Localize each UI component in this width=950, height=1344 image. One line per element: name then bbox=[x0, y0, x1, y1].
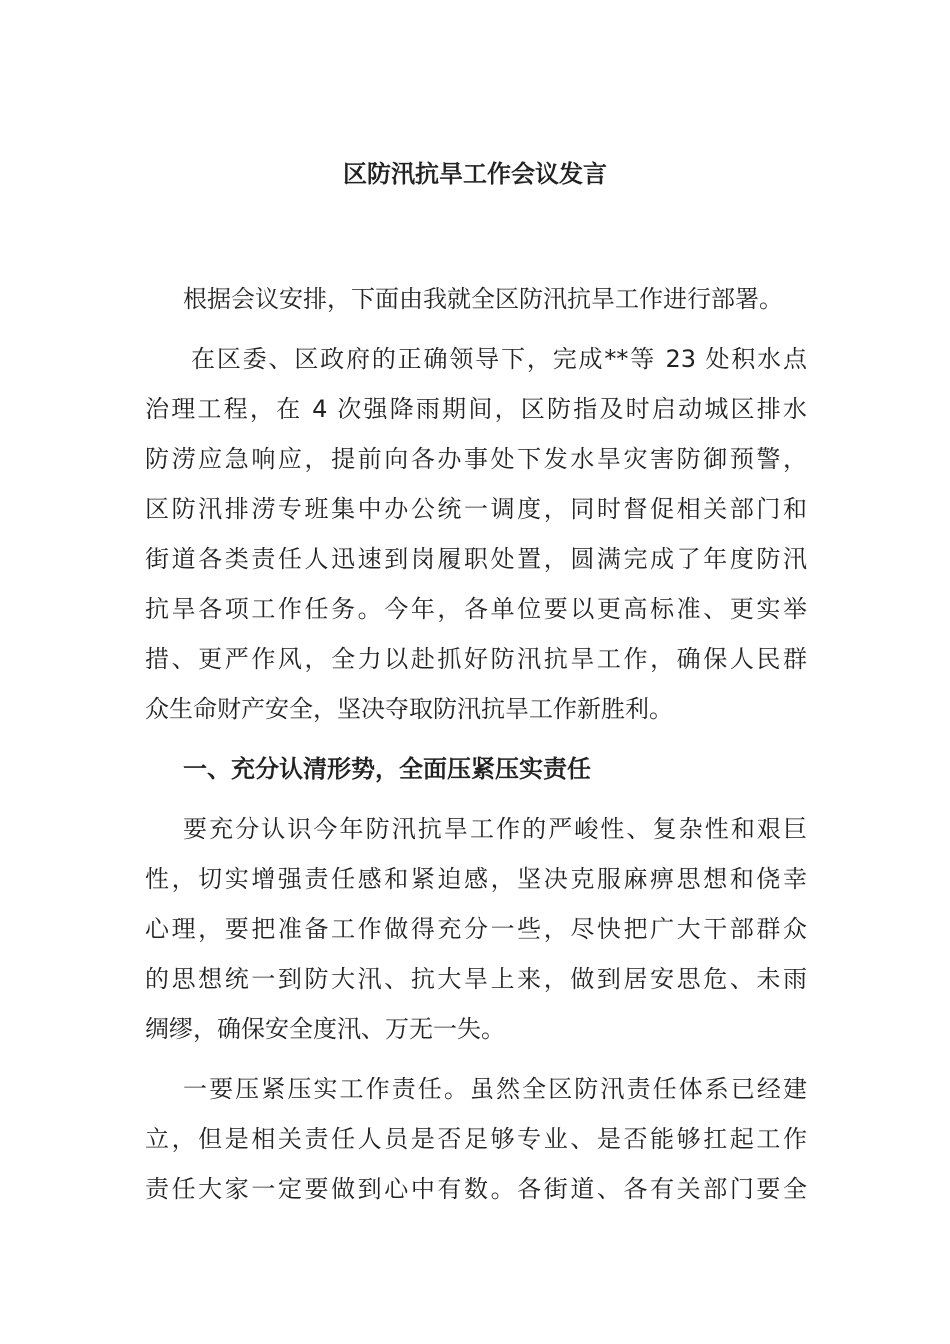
text-line: 立，但是相关责任人员是否足够专业、是否能够扛起工作 bbox=[145, 1125, 807, 1153]
text-line: 心理，要把准备工作做得充分一些，尽快把广大干部群众 bbox=[145, 915, 807, 943]
section-paragraph bbox=[145, 804, 807, 1054]
text-line: 性，切实增强责任感和紧迫感，坚决克服麻痹思想和侥幸 bbox=[145, 865, 807, 893]
text-line: 治理工程，在 4 次强降雨期间，区防指及时启动城区排水 bbox=[145, 395, 807, 423]
section-paragraph bbox=[145, 1064, 807, 1214]
text-line: 在区委、区政府的正确领导下，完成**等 23 处积水点 bbox=[191, 345, 807, 373]
text-line: 防涝应急响应，提前向各办事处下发水旱灾害防御预警， bbox=[145, 445, 807, 473]
summary-paragraph bbox=[145, 334, 807, 734]
text-line: 要充分认识今年防汛抗旱工作的严峻性、复杂性和艰巨 bbox=[183, 815, 807, 843]
text-line: 根据会议安排，下面由我就全区防汛抗旱工作进行部署。 bbox=[183, 285, 783, 313]
text-line: 责任大家一定要做到心中有数。各街道、各有关部门要全 bbox=[145, 1175, 807, 1203]
text-line: 的思想统一到防大汛、抗大旱上来，做到居安思危、未雨 bbox=[145, 965, 807, 993]
text-line: 措、更严作风，全力以赴抓好防汛抗旱工作，确保人民群 bbox=[145, 645, 807, 673]
text-line: 众生命财产安全，坚决夺取防汛抗旱工作新胜利。 bbox=[145, 695, 673, 723]
text-line: 一要压紧压实工作责任。虽然全区防汛责任体系已经建 bbox=[183, 1075, 807, 1103]
intro-paragraph bbox=[145, 274, 807, 324]
document-title: 区防汛抗旱工作会议发言 bbox=[343, 160, 607, 188]
text-line: 抗旱各项工作任务。今年，各单位要以更高标准、更实举 bbox=[145, 595, 807, 623]
document-body bbox=[145, 274, 807, 1224]
text-line: 区防汛排涝专班集中办公统一调度，同时督促相关部门和 bbox=[145, 495, 807, 523]
text-line: 街道各类责任人迅速到岗履职处置，圆满完成了年度防汛 bbox=[145, 545, 807, 573]
text-line: 绸缪，确保安全度汛、万无一失。 bbox=[145, 1015, 505, 1043]
section-heading: 一、充分认清形势，全面压紧压实责任 bbox=[183, 755, 591, 783]
